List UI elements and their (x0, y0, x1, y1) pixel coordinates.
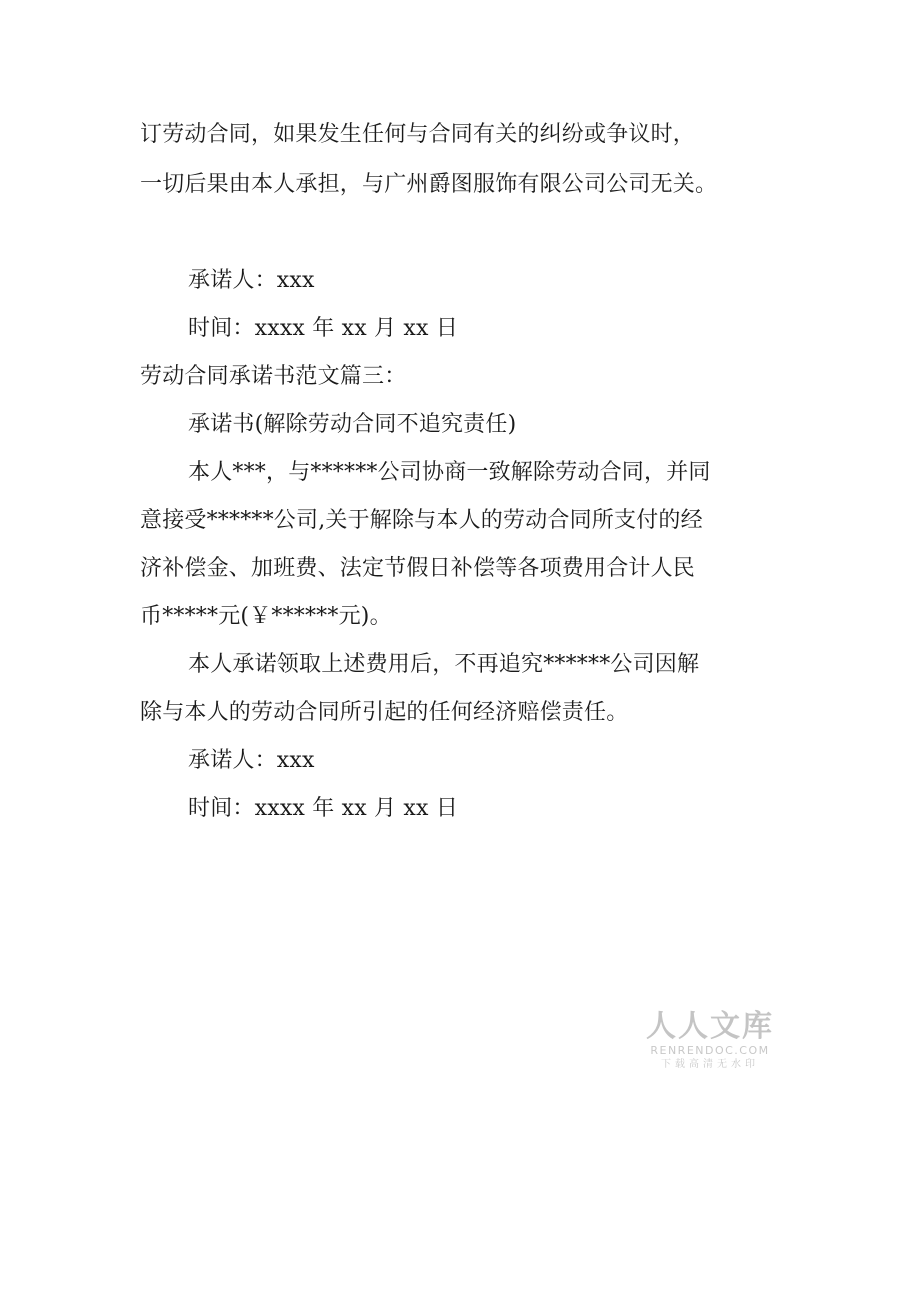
date-label: 时间：xxxx 年 xx 月 xx 日 (188, 796, 459, 821)
paragraph-line: 意接受******公司,关于解除与本人的劳动合同所支付的经 (140, 508, 703, 533)
date-label: 时间：xxxx 年 xx 月 xx 日 (188, 316, 459, 341)
watermark-brand: 人人文库 (646, 1009, 774, 1044)
section-heading: 劳动合同承诺书范文篇三： (140, 364, 407, 389)
signatory-label: 承诺人：xxx (188, 748, 315, 773)
paragraph-line: 币*****元(￥******元)。 (140, 604, 392, 629)
watermark-logo (640, 1010, 780, 1072)
document-title: 承诺书(解除劳动合同不追究责任) (188, 412, 517, 437)
paragraph-line: 济补偿金、加班费、法定节假日补偿等各项费用合计人民 (140, 556, 696, 581)
paragraph-line: 除与本人的劳动合同所引起的任何经济赔偿责任。 (140, 700, 629, 725)
paragraph-line: 本人承诺领取上述费用后，不再追究******公司因解 (188, 652, 700, 677)
paragraph-line: 一切后果由本人承担，与广州爵图服饰有限公司公司无关。 (140, 172, 718, 197)
watermark-tagline: 下载高清无水印 (661, 1059, 759, 1070)
paragraph-line: 本人***，与******公司协商一致解除劳动合同，并同 (188, 460, 711, 485)
signatory-label: 承诺人：xxx (188, 268, 315, 293)
paragraph-line: 订劳动合同，如果发生任何与合同有关的纠纷或争议时， (140, 122, 696, 147)
watermark-domain: RENRENDOC.COM (650, 1044, 770, 1057)
